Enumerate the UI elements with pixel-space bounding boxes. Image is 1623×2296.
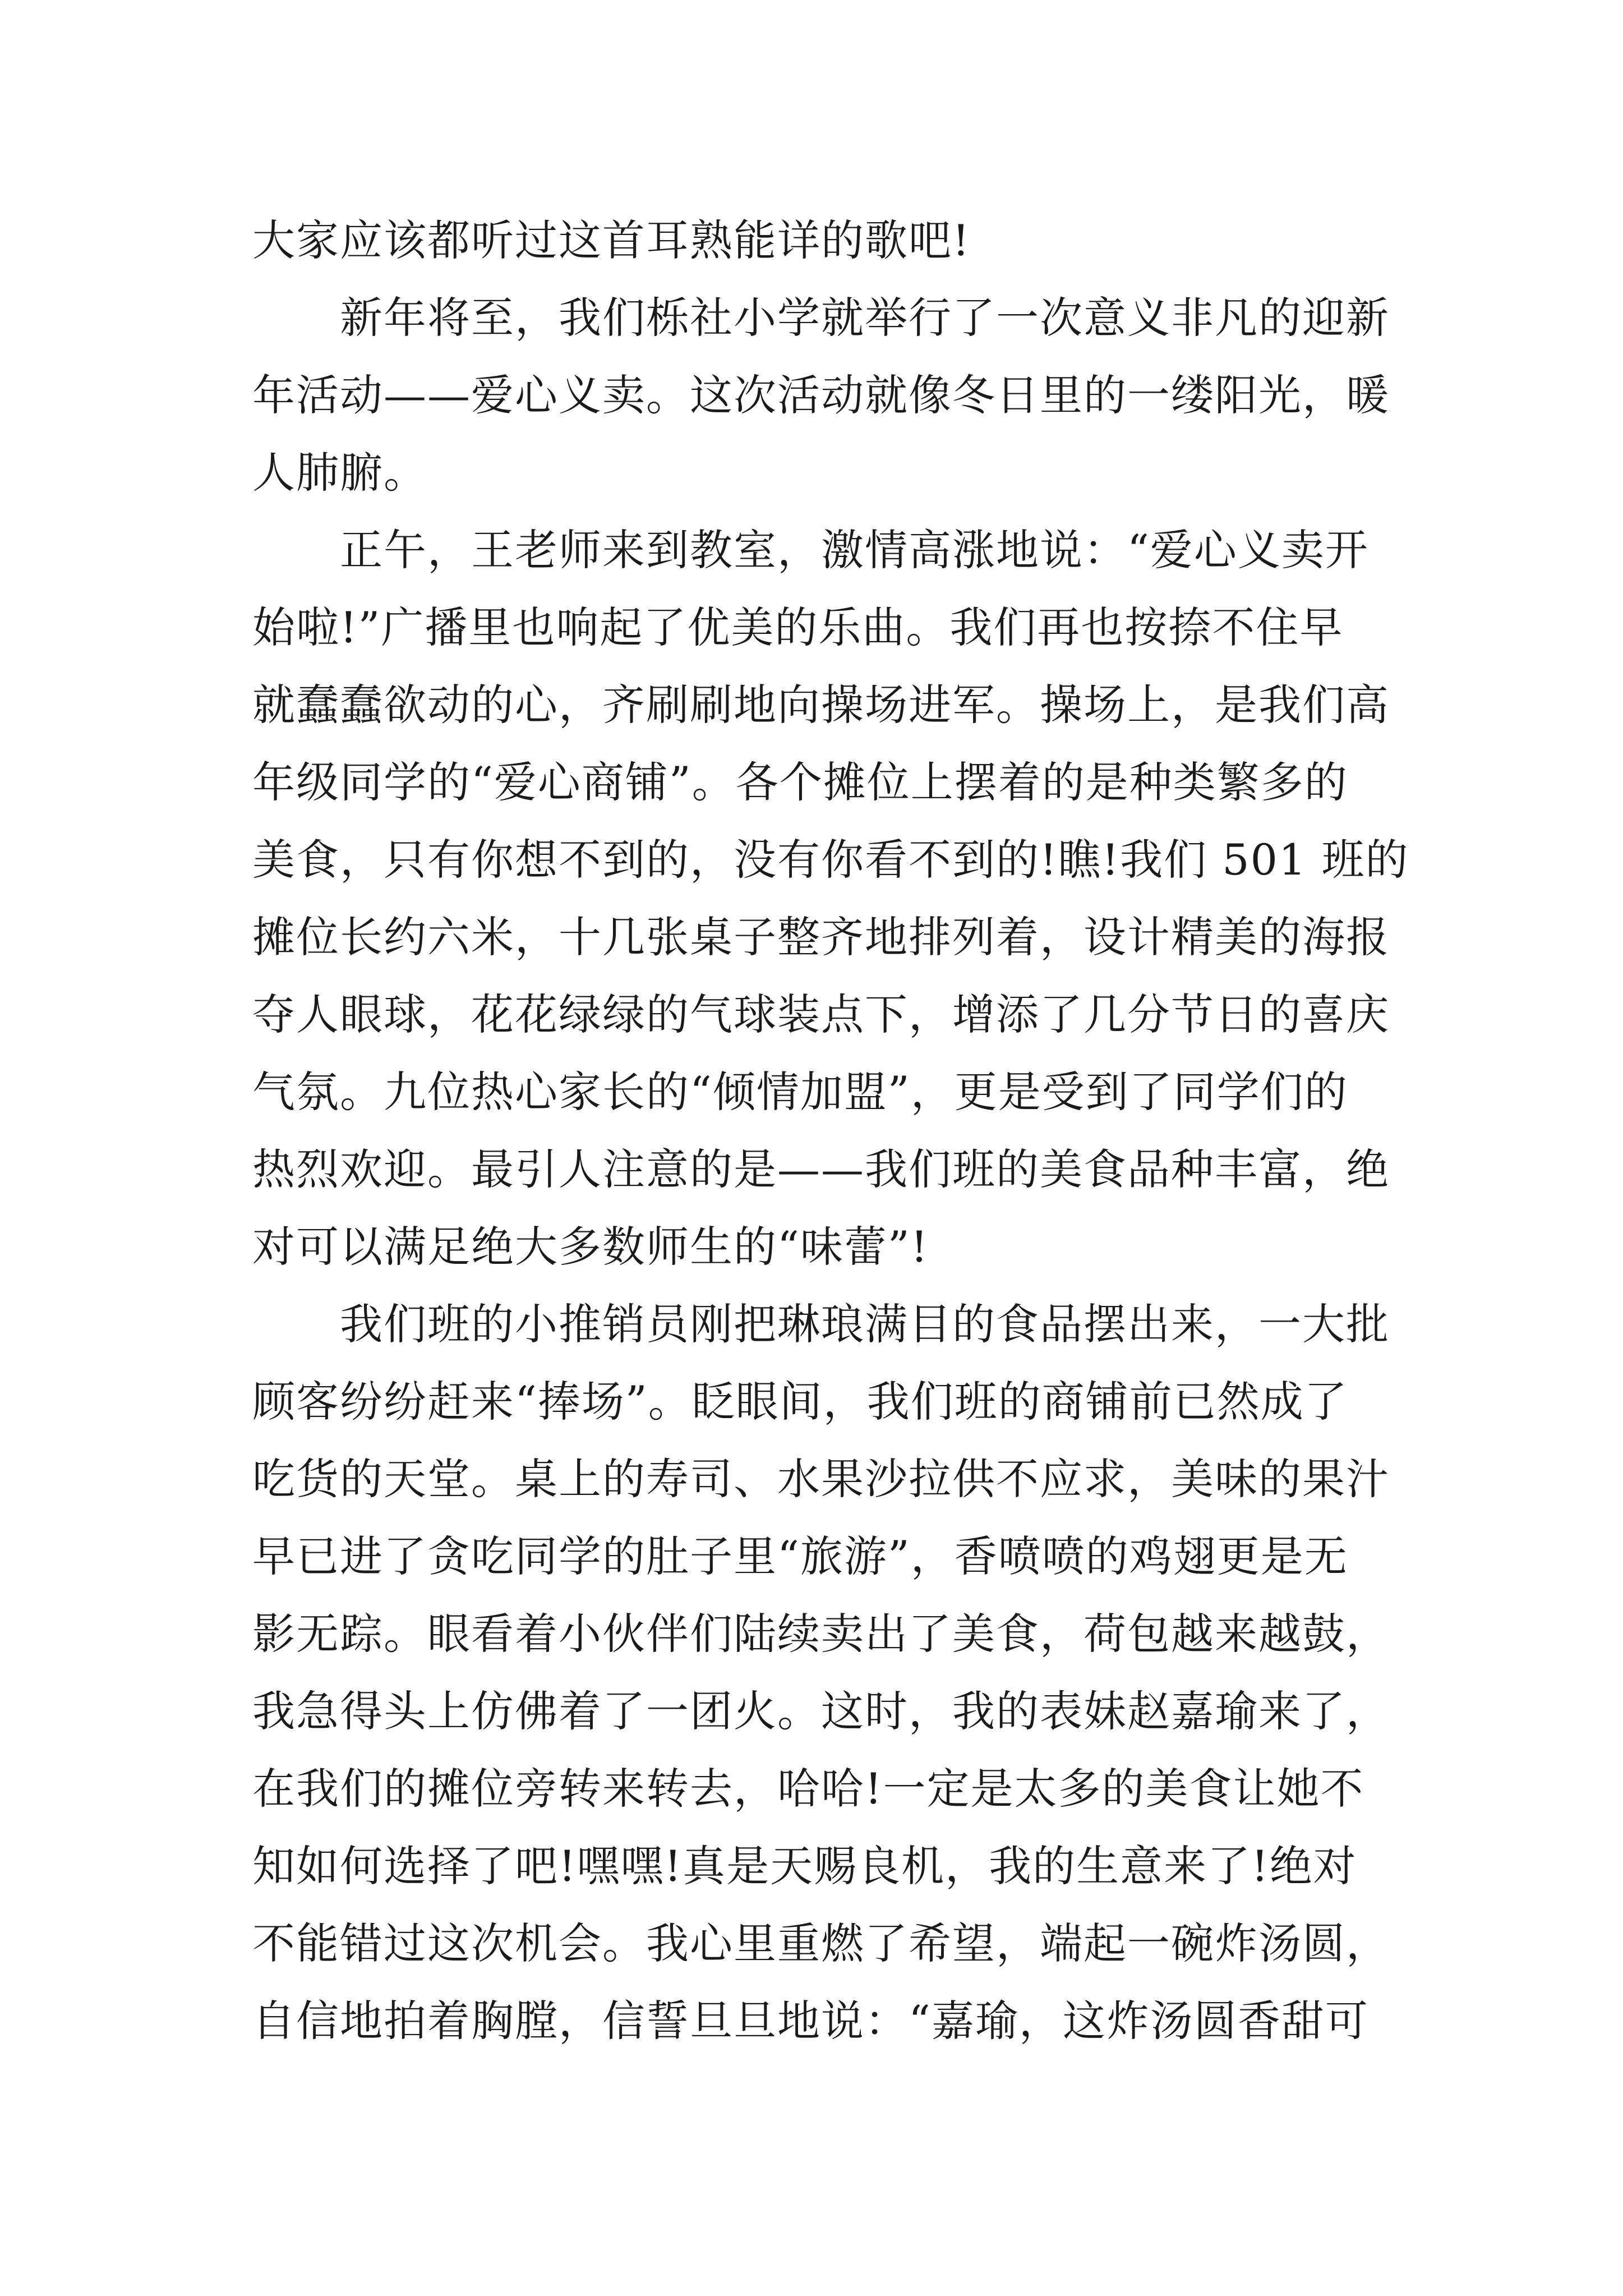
essay-body xyxy=(252,202,1409,2060)
text-line: 影无踪。眼看着小伙伴们陆续卖出了美食，荷包越来越鼓， xyxy=(252,1609,1390,1659)
text-line: 我急得头上仿佛着了一团火。这时，我的表妹赵嘉瑜来了， xyxy=(252,1686,1390,1736)
text-line: 正午，王老师来到教室，激情高涨地说：“爱心义卖开 xyxy=(340,525,1369,575)
text-line: 知如何选择了吧!嘿嘿!真是天赐良机，我的生意来了!绝对 xyxy=(252,1841,1357,1891)
text-line: 不能错过这次机会。我心里重燃了希望，端起一碗炸汤圆， xyxy=(252,1918,1390,1968)
text-line: 早已进了贪吃同学的肚子里“旅游”，香喷喷的鸡翅更是无 xyxy=(252,1531,1348,1581)
text-line: 人肺腑。 xyxy=(252,448,427,498)
text-line: 夺人眼球，花花绿绿的气球装点下，增添了几分节日的喜庆 xyxy=(252,990,1390,1039)
text-line: 气氛。九位热心家长的“倾情加盟”，更是受到了同学们的 xyxy=(252,1067,1348,1117)
text-line: 我们班的小推销员刚把琳琅满目的食品摆出来，一大批 xyxy=(340,1299,1390,1349)
text-line: 对可以满足绝大多数师生的“味蕾”! xyxy=(252,1222,929,1272)
text-line: 顾客纷纷赶来“捧场”。眨眼间，我们班的商铺前已然成了 xyxy=(252,1377,1348,1427)
text-line: 摊位长约六米，十几张桌子整齐地排列着，设计精美的海报 xyxy=(252,912,1390,962)
text-line: 吃货的天堂。桌上的寿司、水果沙拉供不应求，美味的果汁 xyxy=(252,1454,1390,1504)
text-line: 美食，只有你想不到的，没有你看不到的!瞧!我们 501 班的 xyxy=(252,835,1409,885)
text-line: 就蠢蠢欲动的心，齐刷刷地向操场进军。操场上，是我们高 xyxy=(252,680,1390,730)
text-line: 新年将至，我们栎社小学就举行了一次意义非凡的迎新 xyxy=(340,293,1390,343)
text-line: 年级同学的“爱心商铺”。各个摊位上摆着的是种类繁多的 xyxy=(252,757,1348,807)
text-line: 在我们的摊位旁转来转去，哈哈!一定是太多的美食让她不 xyxy=(252,1764,1364,1814)
text-line: 自信地拍着胸膛，信誓旦旦地说：“嘉瑜，这炸汤圆香甜可 xyxy=(252,1996,1369,2046)
text-line: 年活动——爱心义卖。这次活动就像冬日里的一缕阳光，暖 xyxy=(252,370,1390,420)
text-line: 热烈欢迎。最引人注意的是——我们班的美食品种丰富，绝 xyxy=(252,1144,1390,1194)
text-line: 大家应该都听过这首耳熟能详的歌吧! xyxy=(252,215,971,265)
text-line: 始啦!”广播里也响起了优美的乐曲。我们再也按捺不住早 xyxy=(252,602,1344,652)
